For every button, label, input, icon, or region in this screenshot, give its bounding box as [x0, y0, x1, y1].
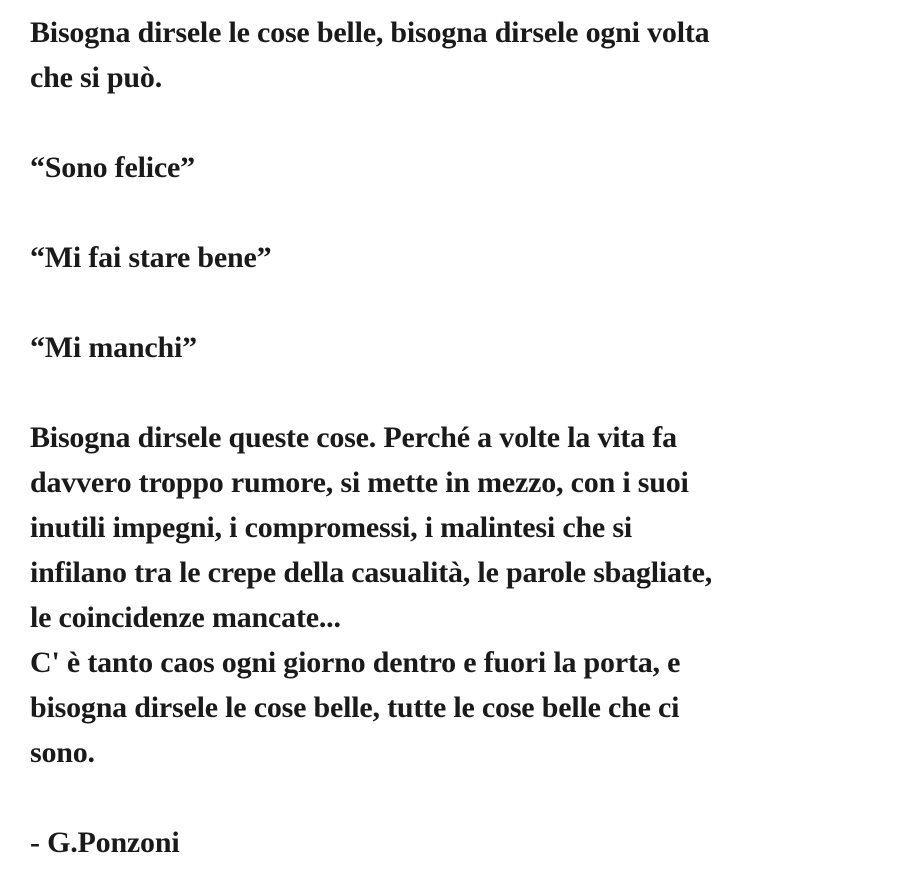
intro-line: Bisogna dirsele le cose belle, bisogna dirsele ogni volta [30, 16, 710, 49]
body-line: C' è tanto caos ogni giorno dentro e fuori la porta, e [30, 646, 681, 679]
author-signature: - G.Ponzoni [30, 826, 180, 859]
quote-document [30, 10, 712, 865]
intro-line: che si può. [30, 61, 162, 94]
body-line: bisogna dirsele le cose belle, tutte le cose belle che ci [30, 691, 680, 724]
body-line: inutili impegni, i compromessi, i malintesi che si [30, 511, 632, 544]
body-line: le coincidenze mancate... [30, 601, 341, 634]
quote-mi-manchi: “Mi manchi” [30, 331, 197, 364]
body-line: sono. [30, 736, 95, 769]
quote-mi-fai-stare-bene: “Mi fai stare bene” [30, 241, 272, 274]
body-line: davvero troppo rumore, si mette in mezzo, con i suoi [30, 466, 689, 499]
quote-sono-felice: “Sono felice” [30, 151, 195, 184]
body-line: Bisogna dirsele queste cose. Perché a volte la vita fa [30, 421, 677, 454]
body-line: infilano tra le crepe della casualità, le parole sbagliate, [30, 556, 713, 589]
